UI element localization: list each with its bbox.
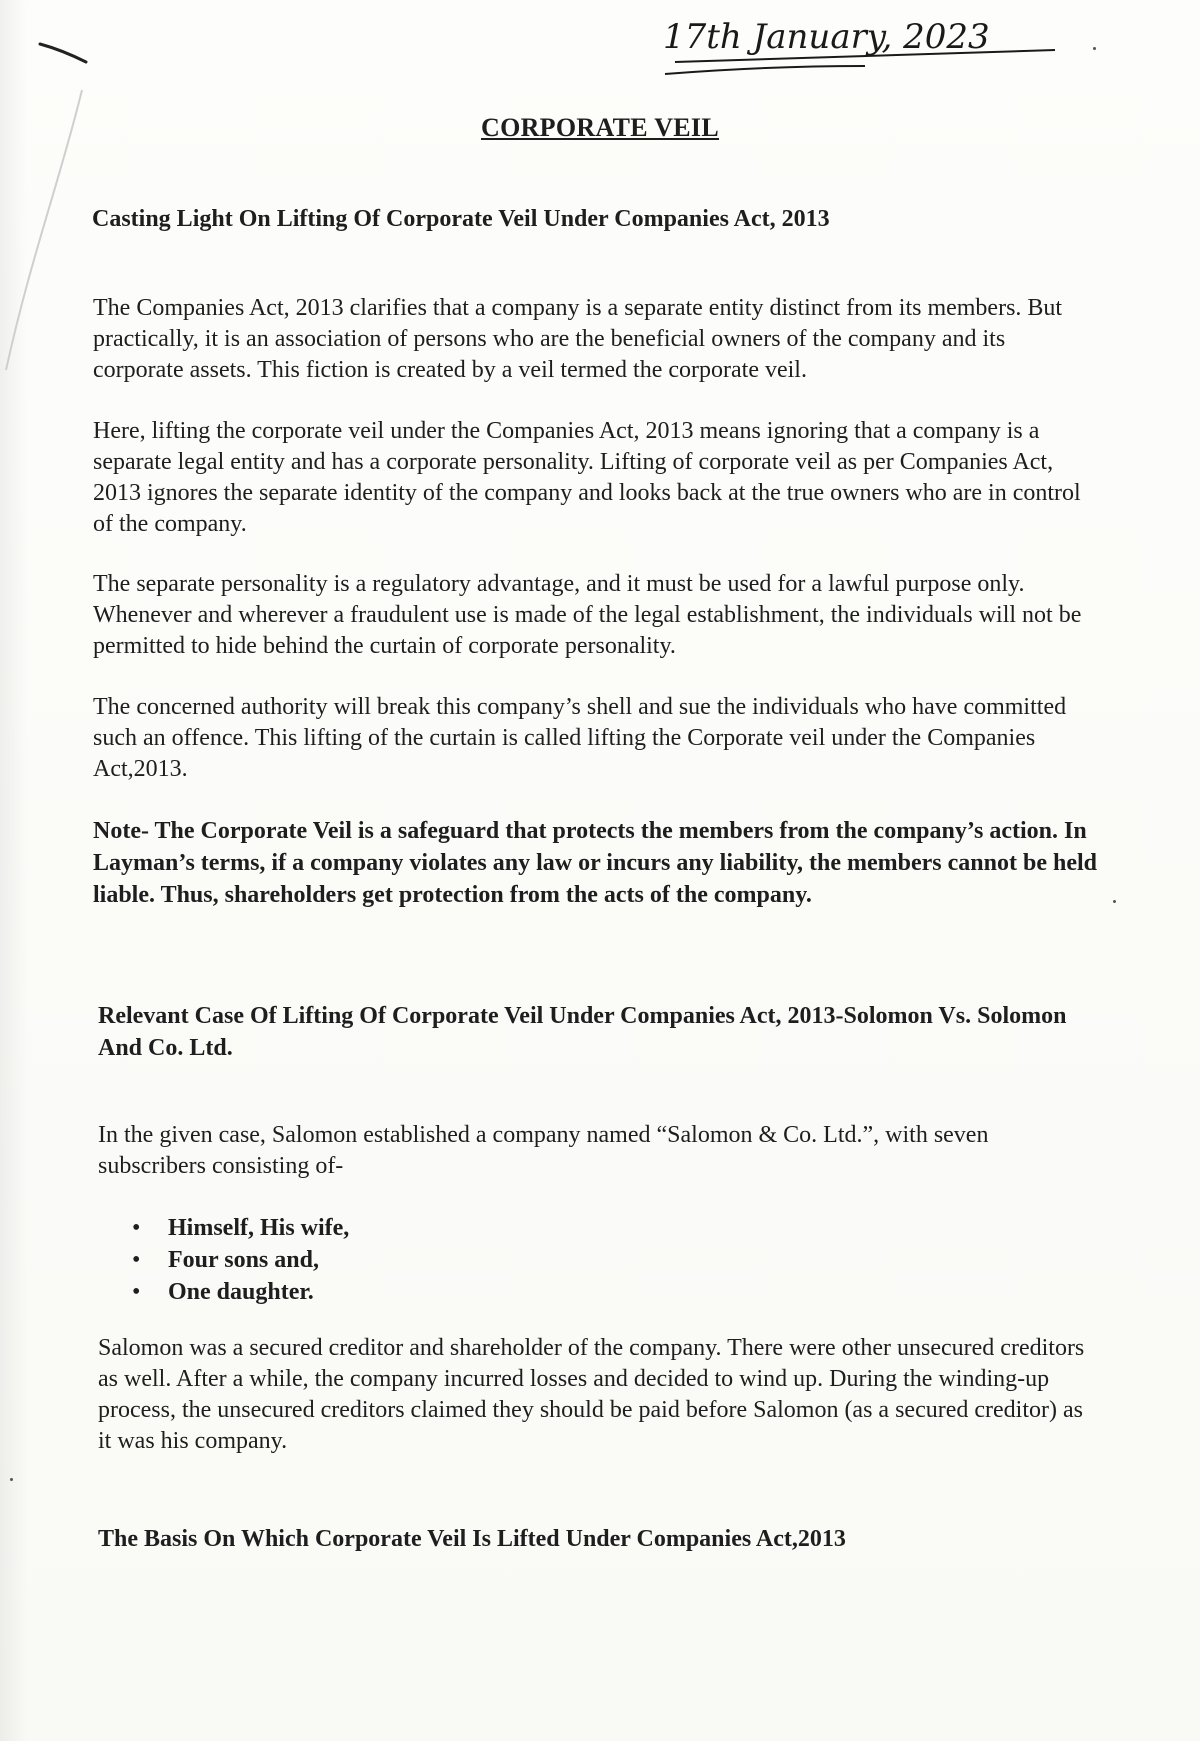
paragraph-lawful-purpose: The separate personality is a regulatory advantage, and it must be used for a lawful purpose only. Whenever and wherever a fraudulent use is made of the legal establishment, the individuals will not be permitted to hide behind the curtain of corporate personality. [93,571,1082,659]
speck [1093,47,1096,50]
document-title: CORPORATE VEIL [481,113,719,142]
section-heading-lifting-veil: Casting Light On Lifting Of Corporate Veil Under Companies Act, 2013 [92,206,830,232]
handwritten-date-text: 17th January, 2023 [663,17,990,57]
paragraph-case-intro: In the given case, Salomon established a company named “Salomon & Co. Ltd.”, with seven subscribers consisting of- [98,1122,989,1179]
paragraph-separate-entity: The Companies Act, 2013 clarifies that a company is a separate entity distinct from its members. But practically, it is an association of persons who are the beneficial owners of the company and its corporate assets. This fiction is created by a veil termed the corporate veil. [93,295,1063,383]
paragraph-case-details: Salomon was a secured creditor and shareholder of the company. There were other unsecured creditors as well. After a while, the company incurred losses and decided to wind up. During the winding-up process, the unsecured creditors claimed they should be paid before Salomon (as a secured creditor) as it was his company. [98,1335,1085,1454]
speck [10,1478,13,1481]
handwritten-date [655,6,1085,86]
paragraph-lifting-meaning: Here, lifting the corporate veil under the Companies Act, 2013 means ignoring that a company is a separate legal entity and has a corporate personality. Lifting of corporate veil as per Companies Act, 2013 ignores the separate identity of the company and looks back at the true owners who are in control of the company. [93,418,1081,537]
section-heading-basis: The Basis On Which Corporate Veil Is Lifted Under Companies Act,2013 [98,1526,846,1552]
paragraph-break-shell: The concerned authority will break this company’s shell and sue the individuals who have committed such an offence. This lifting of the curtain is called lifting the Corporate veil under the Companies Act,2013. [93,694,1067,782]
list-item: • Four sons and, [98,1244,349,1276]
list-item: • Himself, His wife, [98,1212,349,1244]
list-item: • One daughter. [98,1276,349,1308]
speck [1113,900,1116,903]
note-paragraph: Note- The Corporate Veil is a safeguard that protects the members from the company’s action. In Layman’s terms, if a company violates any law or incurs any liability, the members cannot be held liable. Thus, shareholders get protection from the acts of the company. [93,818,1097,908]
section-heading-salomon-case: Relevant Case Of Lifting Of Corporate Veil Under Companies Act, 2013-Solomon Vs. Solomon And Co. Ltd. [98,1003,1067,1061]
subscriber-list [98,1212,349,1308]
